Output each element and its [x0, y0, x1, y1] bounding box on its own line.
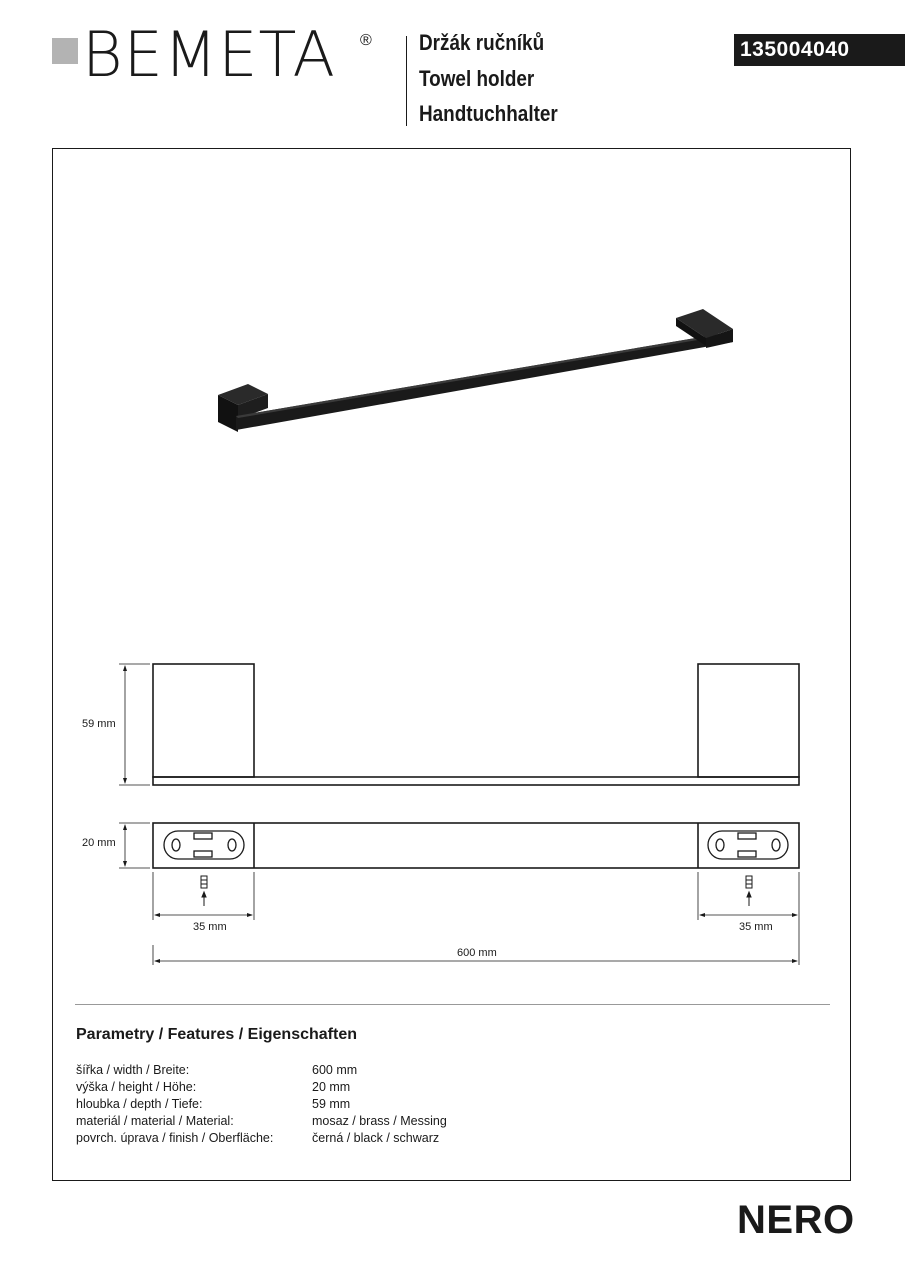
- width-dimension-label: 600 mm: [457, 947, 497, 959]
- screw-right-icon: [746, 876, 752, 906]
- registered-mark: ®: [360, 32, 372, 49]
- features-heading: Parametry / Features / Eigenschaften: [76, 1026, 357, 1043]
- height-dimension-label: 59 mm: [82, 718, 116, 730]
- feature-label: materiál / material / Material:: [76, 1114, 234, 1128]
- series-name: NERO: [737, 1198, 855, 1242]
- feature-value: černá / black / schwarz: [312, 1131, 440, 1145]
- feature-value: 20 mm: [312, 1080, 351, 1094]
- feature-value: 59 mm: [312, 1097, 351, 1111]
- right-offset-label: 35 mm: [739, 921, 773, 933]
- title-en: Towel holder: [419, 66, 535, 91]
- dimension-arrows: [123, 665, 798, 963]
- title-cz: Držák ručníků: [419, 30, 545, 55]
- feature-label: povrch. úprava / finish / Oberfläche:: [76, 1131, 274, 1145]
- product-code: 135004040: [734, 34, 905, 66]
- feature-value: 600 mm: [312, 1063, 358, 1077]
- brand-logo: BEMETA: [82, 18, 336, 91]
- depth-dimension-label: 20 mm: [82, 837, 116, 849]
- side-view: [153, 664, 799, 785]
- feature-value: mosaz / brass / Messing: [312, 1114, 447, 1128]
- title-de: Handtuchhalter: [419, 101, 558, 126]
- dimension-lines: [119, 664, 799, 965]
- feature-label: hloubka / depth / Tiefe:: [76, 1097, 203, 1111]
- top-view: [153, 823, 799, 868]
- product-illustration: [218, 309, 733, 432]
- mounting-plate-left: [164, 831, 244, 859]
- feature-label: výška / height / Höhe:: [76, 1080, 197, 1094]
- section-divider: [75, 1004, 830, 1005]
- feature-label: šířka / width / Breite:: [76, 1063, 190, 1077]
- screw-left-icon: [201, 876, 207, 906]
- left-offset-label: 35 mm: [193, 921, 227, 933]
- mounting-plate-right: [708, 831, 788, 859]
